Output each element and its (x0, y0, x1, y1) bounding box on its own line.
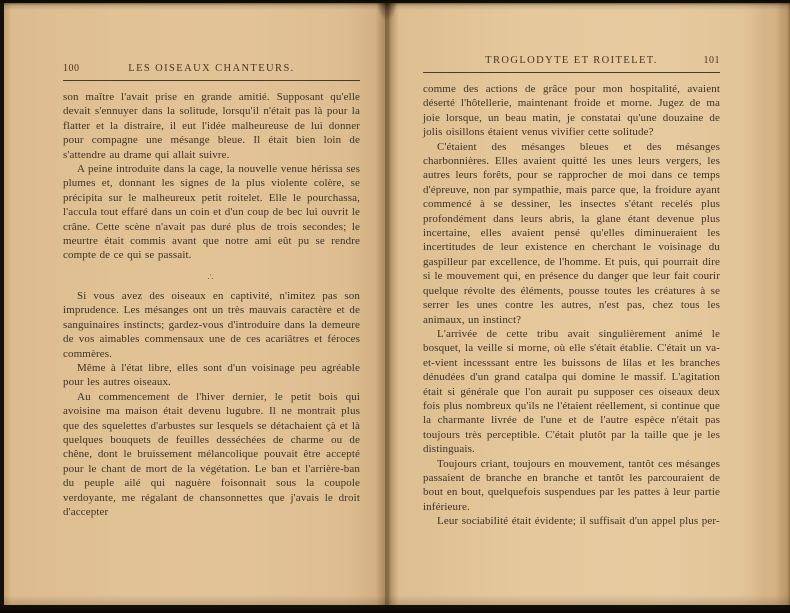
paragraph: Toujours criant, toujours en mouvement, tantôt ces mésanges passaient de branche en branche et tantôt les parcouraient de bout en bout, quelquefois suspendues par les pattes à leur partie inférieure. (423, 457, 720, 513)
page-number: 101 (703, 55, 720, 66)
running-title: LES OISEAUX CHANTEURS. (128, 63, 295, 74)
running-title: TROGLODYTE ET ROITELET. (485, 55, 658, 66)
paragraph: Au commencement de l'hiver dernier, le petit bois qui avoisine ma maison était devenu lugubre. Il ne montrait plus que des squelettes d'arbustes sur lesquels se détachaient çà et là quelques bouquets de feuilles desséchées de charme ou de chêne, dont le bruissement mélancolique pouvait être accepté pour le chant de mort de la végétation. Le ban et l'arrière-ban du peuple ailé qui naguère foisonnait sous la coupole verdoyante, me régalant de chansonnettes que j'avais le droit d'accepter (63, 390, 360, 518)
page-number: 100 (63, 63, 80, 74)
left-page (4, 3, 385, 605)
right-page-body (423, 82, 720, 529)
header-rule (63, 80, 360, 81)
right-page-header (423, 55, 720, 66)
paragraph: Leur sociabilité était évidente; il suffisait d'un appel plus per- (437, 515, 720, 528)
paragraph: comme des actions de grâce pour mon hospitalité, avaient déserté l'hôtellerie, maintenant froide et morne. Jugez de ma joie lorsque, un beau matin, je constatai qu'une douzaine de jolis oisillons étaient venus vivifier cette solitude? (423, 83, 720, 139)
left-page-body (63, 90, 360, 519)
header-rule (423, 72, 720, 73)
paragraph: A peine introduite dans la cage, la nouvelle venue hérissa ses plumes et, donnant les signes de la plus violente colère, se précipita sur le malheureux petit roitelet. Elle le pourchassa, l'accula tout effaré dans un coin et d'un coup de bec lui ouvrit le crâne. Cette scène n'avait pas duré plus de trois secondes; le meurtre était commis avant que notre ami eût pu se rendre compte de ce qui se passait. (63, 163, 360, 262)
paragraph: L'arrivée de cette tribu avait singulièrement animé le bosquet, la veille si morne, où elle s'était établie. C'était un va-et-vient incesssant entre les buissons de lilas et les branches dénudées d'un grand catalpa qui domine le massif. L'agitation était si générale que l'on aurait pu supposer ces oiseaux deux fois plus nombreux qu'ils ne l'étaient réellement, si continue que la charmante livrée de l'une et de l'autre espèce n'était pas toujours très perceptible. C'était plutôt par la taille que je les distinguais. (423, 327, 720, 456)
section-divider: ∴ (207, 271, 216, 282)
right-page (385, 3, 790, 605)
right-page-text-block (423, 55, 720, 529)
paragraph: son maître l'avait prise en grande amitié. Supposant qu'elle devait s'ennuyer dans la solitude, lorsqu'il n'était pas là pour la flatter et la distraire, il eut l'idée malheureuse de lui donner pour compagne une mésange bleue. Il était bien loin de s'attendre au drame qui allait suivre. (63, 91, 360, 161)
paragraph: C'étaient des mésanges bleues et des mésanges charbonnières. Elles avaient quitté les unes leurs vergers, les autres leurs forêts, pour se rapprocher de moi dans ce temps d'épreuve, non par sympathie, mais parce que, la froidure ayant commencé à se dessiner, les insectes s'étant recelés plus profondément dans leurs abris, la glane étant devenue plus incertaine, elles avaient pensé qu'elles diminueraient les incertitudes de leur existence en cherchant le voisinage du gaspilleur par excellence, de l'homme. Et puis, qui pourrait dire si le mouvement qui, en présence du danger que leur fait courir quelque révolte des éléments, pousse toutes les créatures à se serrer les unes contre les autres, n'est pas, chez tous les animaux, un instinct? (423, 140, 720, 326)
left-page-header (63, 63, 360, 74)
left-page-text-block (63, 63, 360, 519)
paragraph: Si vous avez des oiseaux en captivité, n'imitez pas son imprudence. Les mésanges ont un très mauvais caractère et de sanguinaires instincts; gardez-vous d'introduire dans la demeure de vos aimables commensaux une de ces acariâtres et féroces commères. (63, 289, 360, 360)
paragraph: Même à l'état libre, elles sont d'un voisinage peu agréable pour les autres oiseaux. (63, 361, 360, 389)
